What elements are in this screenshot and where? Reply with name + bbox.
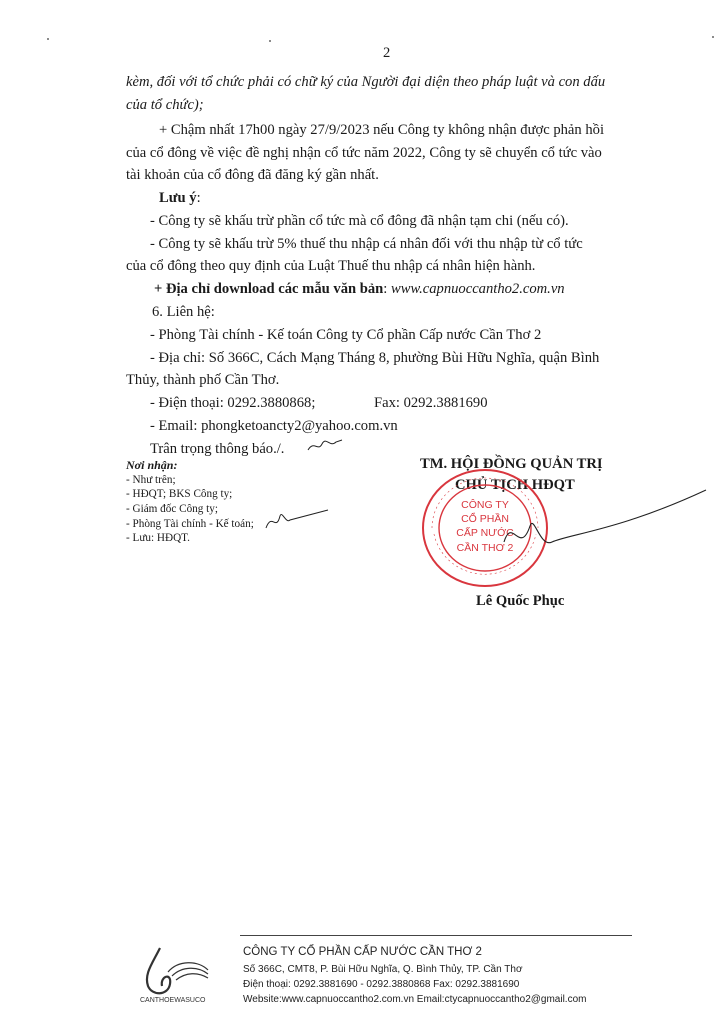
contact-dept: - Phòng Tài chính - Kế toán Công ty Cổ phần Cấp nước Cần Thơ 2 [150,327,542,343]
scan-speck [269,40,271,42]
body-line: - Công ty sẽ khấu trừ 5% thuế thu nhập cá nhân đối với thu nhập từ cổ tức [150,236,583,252]
signature-subtitle: CHỦ TỊCH HĐQT [455,477,575,493]
stamp-text: CẦN THƠ 2 [456,542,514,554]
body-line: kèm, đối với tổ chức phải có chữ ký của Người đại diện theo pháp luật và con dấu [126,74,606,90]
company-logo-icon [138,946,238,1004]
logo-text: CANTHOEWASUCO [140,997,206,1004]
signature-title: TM. HỘI ĐỒNG QUẢN TRỊ [420,456,603,472]
contact-heading: 6. Liên hệ: [152,304,215,320]
body-line: của cổ đông theo quy định của Luật Thuế thu nhập cá nhân hiện hành. [126,258,536,274]
footer-divider [240,935,632,936]
note-label: Lưu ý [159,190,197,206]
recipient-item: - Lưu: HĐQT. [126,532,190,544]
contact-phone: - Điện thoại: 0292.3880868; [150,395,316,411]
footer-company: CÔNG TY CỔ PHẦN CẤP NƯỚC CẦN THƠ 2 [243,946,482,958]
note-colon: : [196,190,201,206]
recipients-title: Nơi nhận: [126,458,178,472]
note-heading [159,189,201,207]
contact-address: - Địa chỉ: Số 366C, Cách Mạng Tháng 8, phường Bùi Hữu Nghĩa, quận Bình [150,350,600,366]
recipient-item: - Như trên; [126,474,176,486]
chairman-signature-icon [500,486,710,562]
stamp-text: CẤP NƯỚC [456,527,514,539]
body-line: - Công ty sẽ khấu trừ phần cổ tức mà cổ đông đã nhận tạm chi (nếu có). [150,213,569,229]
signer-name: Lê Quốc Phục [476,593,565,609]
page-number: 2 [383,45,391,61]
contact-email: - Email: phongketoancty2@yahoo.com.vn [150,418,398,434]
footer-web: Website:www.capnuoccantho2.com.vn Email:ctycapnuoccantho2@gmail.com [243,994,587,1005]
download-url[interactable]: www.capnuoccantho2.com.vn [391,281,565,297]
stamp-text: CỔ PHẦN [461,513,509,525]
initial-signature-icon [306,436,344,456]
footer-phone: Điện thoại: 0292.3881690 - 0292.3880868 Fax: 0292.3881690 [243,979,520,990]
download-colon: : [383,281,391,297]
scan-speck [712,36,714,38]
body-line: + Chậm nhất 17h00 ngày 27/9/2023 nếu Công ty không nhận được phản hồi [159,122,605,138]
footer-address: Số 366C, CMT8, P. Bùi Hữu Nghĩa, Q. Bình Thủy, TP. Cần Thơ [243,964,523,975]
closing-line: Trân trọng thông báo./. [150,441,285,457]
recipient-item: - HĐQT; BKS Công ty; [126,488,233,500]
scan-speck [47,38,49,40]
body-line: của cổ đông về việc đề nghị nhận cổ tức năm 2022, Công ty sẽ chuyển cổ tức vào [126,145,602,161]
contact-address: Thủy, thành phố Cần Thơ. [126,372,280,388]
body-line: của tổ chức); [126,97,204,113]
recipient-initial-icon [262,506,332,536]
recipient-item: - Giám đốc Công ty; [126,503,218,515]
recipient-item: - Phòng Tài chính - Kế toán; [126,518,254,530]
download-line [154,280,565,298]
stamp-text: CÔNG TY [461,499,509,511]
body-line: tài khoản của cổ đông đã đăng ký gần nhất. [126,167,379,183]
contact-fax: Fax: 0292.3881690 [374,395,488,411]
download-label: + Địa chỉ download các mẫu văn bản [154,281,384,297]
